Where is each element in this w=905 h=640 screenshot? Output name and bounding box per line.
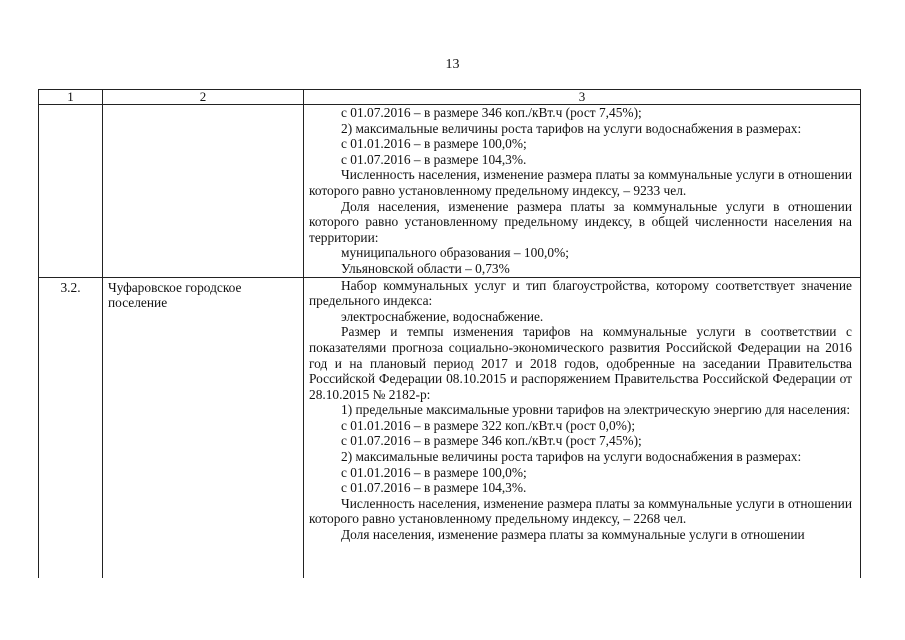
paragraph: Доля населения, изменение размера платы за коммунальные услуги в отношении — [341, 527, 805, 543]
paragraph: Набор коммунальных услуг и тип благоустройства, которому соответствует значение предельного индекса: — [309, 277, 852, 309]
row-number — [39, 105, 103, 278]
row-text — [304, 277, 861, 578]
header-col-1: 1 — [39, 90, 103, 105]
paragraph: с 01.07.2016 – в размере 346 коп./кВт.ч (рост 7,45%); — [341, 433, 642, 449]
paragraph: с 01.07.2016 – в размере 104,3%. — [341, 151, 527, 167]
paragraph: Ульяновской области – 0,73% — [341, 260, 510, 276]
paragraph: с 01.07.2016 – в размере 104,3%. — [341, 480, 527, 496]
settlement-name: Чуфаровское городское поселение — [103, 277, 304, 578]
row-number: 3.2. — [39, 277, 103, 578]
paragraph: с 01.07.2016 – в размере 346 коп./кВт.ч (рост 7,45%); — [341, 105, 642, 120]
paragraph: с 01.01.2016 – в размере 322 коп./кВт.ч (рост 0,0%); — [341, 417, 636, 433]
table-row — [39, 105, 861, 278]
row-text-body — [309, 278, 852, 578]
paragraph: Численность населения, изменение размера платы за коммунальные услуги в отношении которого равно установленному предельному индексу, – 2268 чел. — [309, 495, 852, 527]
table-row — [39, 277, 861, 578]
paragraph: Численность населения, изменение размера платы за коммунальные услуги в отношении которого равно установленному предельному индексу, – 9233 чел. — [309, 167, 852, 198]
paragraph: с 01.01.2016 – в размере 100,0%; — [341, 136, 527, 152]
paragraph: Размер и темпы изменения тарифов на коммунальные услуги в соответствии с показателями прогноза социально-экономического развития Российской Федерации на 2016 год и на плановый период 2017 и 2018 годов, одобренные на заседании Правительства Российской Федерации 08.10.2015 и распоряжением Правительства Российской Федерации от 28.10.2015 № 2182-р: — [309, 324, 852, 402]
page-number: 13 — [445, 57, 460, 72]
settlement-name — [103, 105, 304, 278]
paragraph: 2) максимальные величины роста тарифов на услуги водоснабжения в размерах: — [341, 449, 802, 465]
tariff-table — [38, 89, 861, 578]
table-header-row — [39, 90, 861, 105]
paragraph: с 01.01.2016 – в размере 100,0%; — [341, 464, 527, 480]
row-text-body — [309, 105, 852, 277]
paragraph: 2) максимальные величины роста тарифов на услуги водоснабжения в размерах: — [341, 120, 802, 136]
paragraph: Доля населения, изменение размера платы за коммунальные услуги в отношении которого равно установленному предельному индексу, в общей численности населения на территории: — [309, 198, 852, 245]
header-col-3: 3 — [304, 90, 861, 105]
paragraph: муниципального образования – 100,0%; — [341, 245, 569, 261]
paragraph: электроснабжение, водоснабжение. — [341, 308, 544, 324]
header-col-2: 2 — [103, 90, 304, 105]
row-text — [304, 105, 861, 278]
paragraph: 1) предельные максимальные уровни тарифов на электрическую энергию для населения: — [341, 402, 851, 418]
